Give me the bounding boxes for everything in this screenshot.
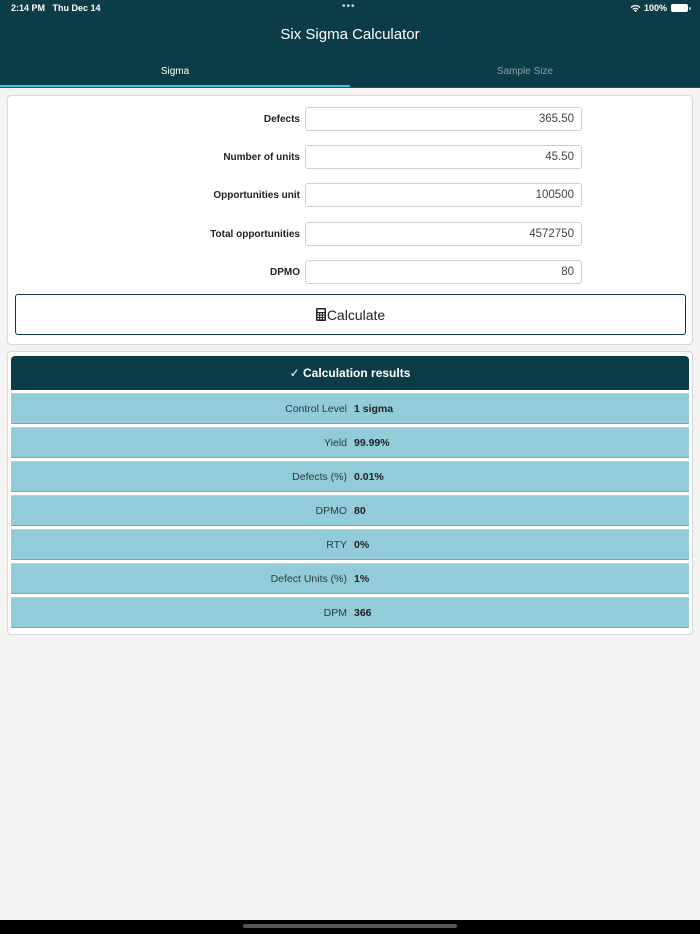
result-row-rty <box>11 529 689 560</box>
result-label: Yield <box>324 437 347 449</box>
form-row-total-opportunities <box>8 222 694 246</box>
total-opportunities-input[interactable] <box>305 222 582 246</box>
app-header <box>0 0 700 88</box>
result-label: RTY <box>326 539 347 551</box>
status-bar <box>0 0 700 18</box>
status-time <box>11 3 101 13</box>
result-row-defects-percent <box>11 461 689 492</box>
result-row-defect-units-percent <box>11 563 689 594</box>
tab-sample-size[interactable]: Sample Size <box>496 66 554 77</box>
dpmo-input[interactable] <box>305 260 582 284</box>
result-row-dpmo <box>11 495 689 526</box>
results-header: ✓ Calculation results <box>11 356 689 390</box>
form-row-opportunities-unit <box>8 183 694 207</box>
defects-label: Defects <box>263 114 300 125</box>
wifi-icon <box>630 4 641 13</box>
calculate-label: Calculate <box>326 306 386 323</box>
total-opportunities-label: Total opportunities <box>210 229 300 240</box>
result-value: 80 <box>354 505 366 517</box>
result-label: Control Level <box>285 403 347 415</box>
number-of-units-input[interactable] <box>305 145 582 169</box>
result-label: DPM <box>323 607 347 619</box>
result-label: DPMO <box>315 505 347 517</box>
battery-percent: 100% <box>643 3 667 13</box>
result-row-dpm <box>11 597 689 628</box>
tab-sigma[interactable]: Sigma <box>0 58 350 88</box>
result-row-yield <box>11 427 689 458</box>
tab-divider <box>0 87 700 88</box>
result-label: Defects (%) <box>292 471 347 483</box>
opportunities-unit-input[interactable] <box>305 183 582 207</box>
result-row-control-level <box>11 393 689 424</box>
result-label: Defect Units (%) <box>270 573 347 585</box>
calculate-button[interactable] <box>15 294 686 335</box>
result-value: 0.01% <box>354 471 384 483</box>
battery-icon <box>671 4 688 12</box>
form-row-number-of-units <box>8 145 694 169</box>
result-value: 99.99% <box>354 437 390 449</box>
dpmo-label: DPMO <box>270 267 300 278</box>
status-date-text: Thu Dec 14 <box>52 3 101 13</box>
home-indicator[interactable] <box>243 924 457 928</box>
results-card <box>7 351 693 635</box>
result-value: 0% <box>354 539 370 551</box>
form-row-dpmo <box>8 260 694 284</box>
result-value: 366 <box>354 607 372 619</box>
multitasking-dots-icon[interactable]: ••• <box>342 1 356 12</box>
page-title: Six Sigma Calculator <box>280 26 420 43</box>
home-bar-area <box>0 920 700 934</box>
tab-bar <box>0 58 700 88</box>
defects-input[interactable] <box>305 107 582 131</box>
input-form-card <box>7 95 693 345</box>
status-indicators <box>630 3 688 13</box>
calculator-icon <box>316 308 326 321</box>
result-value: 1% <box>354 573 370 585</box>
form-row-defects <box>8 107 694 131</box>
number-of-units-label: Number of units <box>223 152 300 163</box>
opportunities-unit-label: Opportunities unit <box>213 190 300 201</box>
status-time-text: 2:14 PM <box>11 3 46 13</box>
result-value: 1 sigma <box>354 403 394 415</box>
